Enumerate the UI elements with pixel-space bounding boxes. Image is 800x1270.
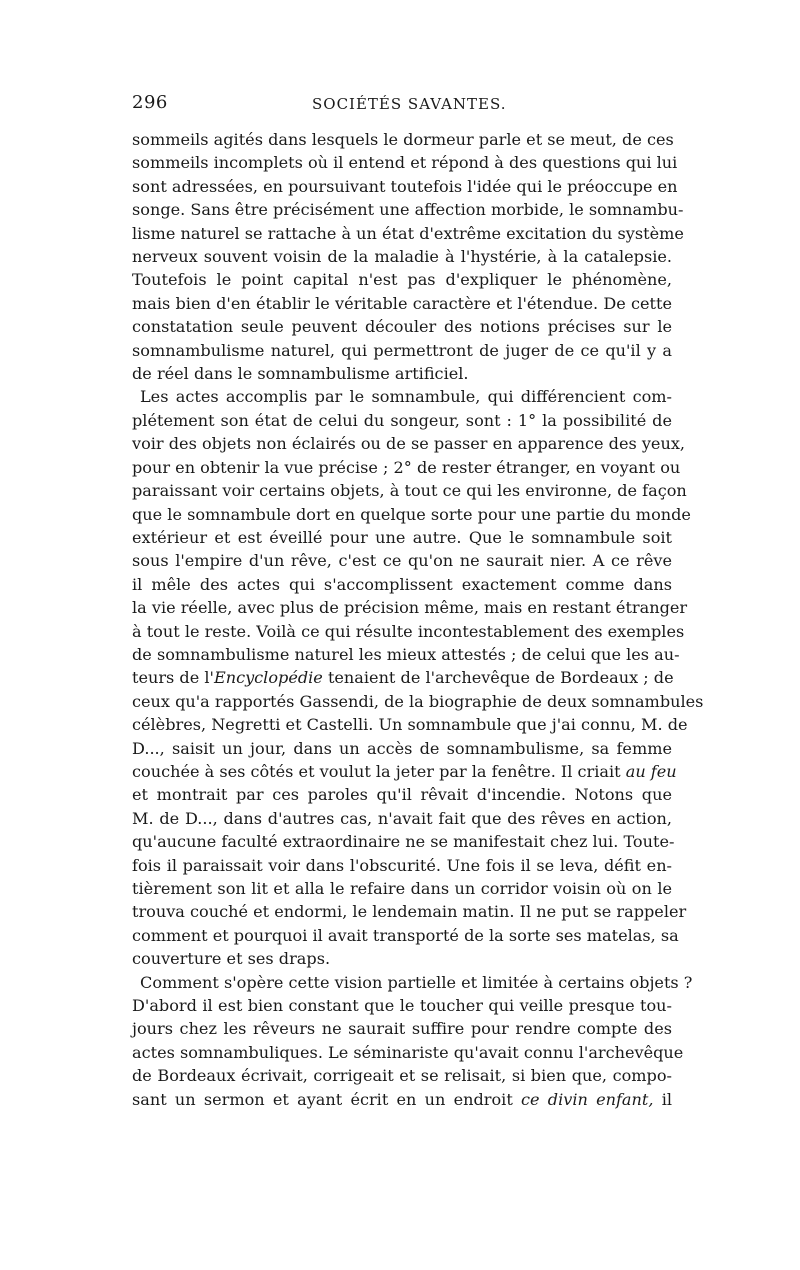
text-line: constatation seule peuvent découler des notions précises sur le	[132, 317, 672, 337]
text-line: mais bien d'en établir le véritable caractère et l'étendue. De cette	[132, 293, 672, 313]
text-line: sous l'empire d'un rêve, c'est ce qu'on ne saurait nier. A ce rêve	[132, 551, 672, 571]
text-run: teurs de l'	[132, 668, 214, 688]
text-line: célèbres, Negretti et Castelli. Un somnambule que j'ai connu, M. de	[132, 715, 688, 735]
text-line: il mêle des actes qui s'accomplissent exactement comme dans	[132, 574, 672, 594]
text-line	[132, 666, 672, 689]
text-line: tièrement son lit et alla le refaire dans un corridor voisin où on le	[132, 879, 672, 898]
text-line: ceux qu'a rapportés Gassendi, de la biographie de deux somnambules	[132, 691, 704, 711]
text-line	[132, 760, 677, 783]
text-line: Comment s'opère cette vision partielle et limitée à certains objets ?	[140, 972, 693, 992]
text-line: à tout le reste. Voilà ce qui résulte incontestablement des exemples	[132, 621, 685, 641]
text-line: que le somnambule dort en quelque sorte pour une partie du monde	[132, 504, 691, 524]
text-line: sont adressées, en poursuivant toutefois l'idée qui le préoccupe en	[132, 176, 678, 196]
text-line: Les actes accomplis par le somnambule, qui différencient com-	[140, 387, 672, 407]
text-run: couchée à ses côtés et voulut la jeter par la fenêtre. Il criait	[132, 761, 626, 781]
text-line	[132, 1088, 672, 1111]
text-line: fois il paraissait voir dans l'obscurité. Une fois il se leva, défit en-	[132, 855, 672, 875]
text-line: pour en obtenir la vue précise ; 2° de rester étranger, en voyant ou	[132, 457, 681, 477]
text-line: paraissant voir certains objets, à tout ce qui les environne, de façon	[132, 481, 687, 501]
text-line: nerveux souvent voisin de la maladie à l'hystérie, à la catalepsie.	[132, 247, 672, 267]
text-line: et montrait par ces paroles qu'il rêvait d'incendie. Notons que	[132, 785, 672, 805]
text-line: Toutefois le point capital n'est pas d'expliquer le phénomène,	[132, 270, 672, 290]
text-line: de Bordeaux écrivait, corrigeait et se relisait, si bien que, compo-	[132, 1066, 672, 1086]
text-line: couverture et ses draps.	[132, 949, 331, 969]
text-line: sommeils agités dans lesquels le dormeur parle et se meut, de ces	[132, 130, 674, 149]
text-line: de réel dans le somnambulisme artificiel.	[132, 364, 469, 384]
text-line: trouva couché et endormi, le lendemain matin. Il ne put se rappeler	[132, 902, 687, 922]
italic-title-encyclopedie: Encyclopédie	[213, 668, 323, 688]
text-line: D'abord il est bien constant que le toucher qui veille presque tou-	[132, 996, 672, 1016]
text-line: comment et pourquoi il avait transporté de la sorte ses matelas, sa	[132, 925, 679, 945]
text-line: M. de D..., dans d'autres cas, n'avait fait que des rêves en action,	[132, 808, 672, 828]
running-title: SOCIÉTÉS SAVANTES.	[312, 95, 507, 113]
text-line: jours chez les rêveurs ne saurait suffire pour rendre compte des	[132, 1019, 672, 1039]
page-header	[132, 92, 670, 122]
text-run: sant un sermon et ayant écrit en un endroit	[132, 1089, 522, 1109]
body-text	[132, 128, 704, 1111]
text-line: D..., saisit un jour, dans un accès de somnambulisme, sa femme	[132, 738, 672, 758]
text-run: tenaient de l'archevêque de Bordeaux ; de	[322, 668, 674, 688]
text-line: qu'aucune faculté extraordinaire ne se manifestait chez lui. Toute-	[132, 832, 675, 852]
text-line: extérieur et est éveillé pour une autre. Que le somnambule soit	[132, 527, 672, 547]
text-line: somnambulisme naturel, qui permettront de juger de ce qu'il y a	[132, 340, 672, 360]
text-line: voir des objets non éclairés ou de se passer en apparence des yeux,	[132, 434, 686, 454]
text-line: la vie réelle, avec plus de précision même, mais en restant étranger	[132, 598, 688, 618]
text-line: songe. Sans être précisément une affection morbide, le somnambu-	[132, 200, 684, 220]
page-number: 296	[132, 92, 168, 113]
text-line: lisme naturel se rattache à un état d'extrême excitation du système	[132, 223, 684, 243]
text-line: plétement son état de celui du songeur, sont : 1° la possibilité de	[132, 410, 672, 430]
text-line: de somnambulisme naturel les mieux attestés ; de celui que les au-	[132, 644, 680, 664]
text-run: il	[653, 1089, 672, 1109]
italic-phrase-au-feu: au feu	[625, 761, 677, 781]
text-line: actes somnambuliques. Le séminariste qu'avait connu l'archevêque	[132, 1042, 684, 1062]
italic-phrase-divin-enfant: ce divin enfant,	[521, 1089, 654, 1109]
text-line: sommeils incomplets où il entend et répond à des questions qui lui	[132, 153, 678, 173]
